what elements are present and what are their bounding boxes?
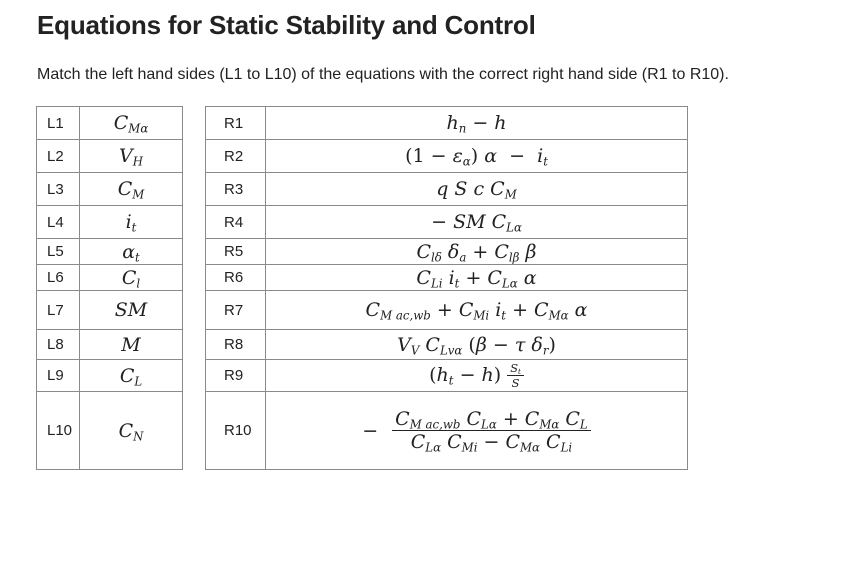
rhs-code: R6 xyxy=(206,265,266,291)
rhs-code: R9 xyxy=(206,360,266,392)
lhs-row xyxy=(37,140,183,173)
lhs-expression: $C_{M\alpha}$ xyxy=(80,107,183,140)
lhs-expression: $C_L$ xyxy=(80,360,183,392)
rhs-code: R5 xyxy=(206,239,266,265)
lhs-table xyxy=(36,106,183,470)
lhs-code: L7 xyxy=(37,291,80,330)
lhs-row xyxy=(37,239,183,265)
lhs-expression: $i_t$ xyxy=(80,206,183,239)
rhs-code: R4 xyxy=(206,206,266,239)
rhs-row xyxy=(206,392,688,470)
rhs-code: R7 xyxy=(206,291,266,330)
lhs-expression: M xyxy=(80,330,183,360)
rhs-code: R10 xyxy=(206,392,266,470)
lhs-row xyxy=(37,291,183,330)
rhs-row xyxy=(206,330,688,360)
lhs-code: L5 xyxy=(37,239,80,265)
rhs-row xyxy=(206,265,688,291)
rhs-expression: $C_{l\delta}$ $\delta_a + C_{l\beta}$ β xyxy=(266,239,688,265)
lhs-expression: $\alpha_t$ xyxy=(80,239,183,265)
rhs-expression: $C_{M ac,wb} + C_{Mi}$ $i_t + C_{M\alpha}$ α xyxy=(266,291,688,330)
lhs-code: L9 xyxy=(37,360,80,392)
rhs-row xyxy=(206,206,688,239)
rhs-code: R3 xyxy=(206,173,266,206)
lhs-code: L6 xyxy=(37,265,80,291)
rhs-row xyxy=(206,239,688,265)
lhs-row xyxy=(37,330,183,360)
lhs-code: L8 xyxy=(37,330,80,360)
lhs-expression: SM xyxy=(80,291,183,330)
rhs-row xyxy=(206,107,688,140)
rhs-expression: $C_{Li}$ $i_t + C_{L\alpha}$ α xyxy=(266,265,688,291)
lhs-code: L3 xyxy=(37,173,80,206)
rhs-expression: $h_n - h$ xyxy=(266,107,688,140)
rhs-code: R8 xyxy=(206,330,266,360)
rhs-row xyxy=(206,140,688,173)
lhs-expression: $C_M$ xyxy=(80,173,183,206)
rhs-expression: $V_V$ $C_{Lv\alpha}$ (β − τ $\delta_r$) xyxy=(266,330,688,360)
rhs-expression: − $\frac{C_{M ac,wb} C_{L\alpha} + C_{M\alpha} C_L}{C_{L\alpha} C_{Mi} - C_{M\alpha} C_{Li}}$ xyxy=(266,392,688,470)
rhs-expression: q S c $C_M$ xyxy=(266,173,688,206)
lhs-expression: $V_H$ xyxy=(80,140,183,173)
lhs-expression: $C_N$ xyxy=(80,392,183,470)
rhs-row xyxy=(206,360,688,392)
lhs-code: L1 xyxy=(37,107,80,140)
lhs-code: L4 xyxy=(37,206,80,239)
lhs-row xyxy=(37,360,183,392)
lhs-code: L10 xyxy=(37,392,80,470)
lhs-row xyxy=(37,107,183,140)
page-title: Equations for Static Stability and Control xyxy=(37,10,536,40)
rhs-table xyxy=(205,106,688,470)
rhs-expression: $(1 - \varepsilon_\alpha)$ $\alpha - i_t$ xyxy=(266,140,688,173)
lhs-row xyxy=(37,265,183,291)
lhs-code: L2 xyxy=(37,140,80,173)
rhs-expression: $(h_t - h)$ $\frac{S_t}{S}$ xyxy=(266,360,688,392)
rhs-row xyxy=(206,291,688,330)
lhs-row xyxy=(37,206,183,239)
instructions: Match the left hand sides (L1 to L10) of the equations with the correct right hand side (R1 to R10). xyxy=(37,66,729,83)
lhs-expression: $C_l$ xyxy=(80,265,183,291)
rhs-code: R2 xyxy=(206,140,266,173)
rhs-row xyxy=(206,173,688,206)
lhs-row xyxy=(37,173,183,206)
lhs-row xyxy=(37,392,183,470)
rhs-code: R1 xyxy=(206,107,266,140)
rhs-expression: − SM $C_{L\alpha}$ xyxy=(266,206,688,239)
